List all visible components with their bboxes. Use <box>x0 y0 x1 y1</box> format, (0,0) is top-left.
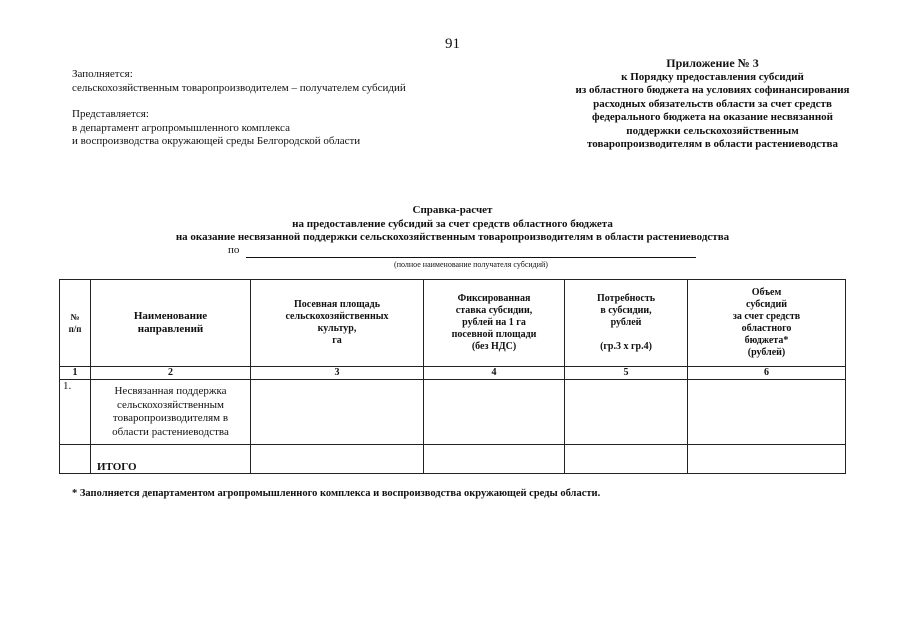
row-number: 1. <box>60 380 91 445</box>
recipient-name-field[interactable] <box>246 257 696 258</box>
annex-line: расходных обязательств области за счет средств <box>593 97 832 110</box>
submitted-label: Представляется: <box>72 108 149 120</box>
column-number: 4 <box>424 367 565 380</box>
title-line-3: на оказание несвязанной поддержки сельскохозяйственным товаропроизводителям в области растениеводства <box>175 231 730 243</box>
table-header-row <box>60 280 846 367</box>
total-fixed-rate-cell[interactable] <box>424 445 565 474</box>
annex-line: к Порядку предоставления субсидий <box>621 70 804 83</box>
annex-line: товаропроизводителям в области растениеводства <box>586 138 838 150</box>
row-direction-name: Несвязанная поддержка сельскохозяйственным товаропроизводителям в области растениеводства <box>91 380 251 445</box>
column-number: 3 <box>251 367 424 380</box>
annex-block <box>520 57 905 152</box>
total-subsidy-need-cell[interactable] <box>565 445 688 474</box>
header-col-6: Объем субсидий за счет средств областного бюджета* (рублей) <box>688 280 846 367</box>
title-line-2: на предоставление субсидий за счет средств областного бюджета <box>292 217 613 230</box>
total-label: ИТОГО <box>91 445 251 474</box>
row-number <box>60 445 91 474</box>
header-col-3: Посевная площадь сельскохозяйственных культур, га <box>251 280 424 367</box>
filled-value: сельскохозяйственным товаропроизводителем – получателем субсидий <box>72 81 406 94</box>
total-subsidy-volume-cell[interactable] <box>688 445 846 474</box>
subsidy-need-cell[interactable] <box>565 380 688 445</box>
column-number: 1 <box>60 367 91 380</box>
calculation-table <box>59 279 846 474</box>
header-col-1: № п/п <box>60 280 91 367</box>
recipient-po-label: по <box>228 244 240 256</box>
footnote: * Заполняется департаментом агропромышленного комплекса и воспроизводства окружающей среды области. <box>72 488 601 499</box>
column-number: 5 <box>565 367 688 380</box>
annex-title: Приложение № 3 <box>666 56 759 70</box>
column-number: 2 <box>91 367 251 380</box>
document-title <box>0 204 905 245</box>
column-number-row <box>60 367 846 380</box>
sown-area-cell[interactable] <box>251 380 424 445</box>
total-sown-area-cell[interactable] <box>251 445 424 474</box>
column-number: 6 <box>688 367 846 380</box>
table-row <box>60 380 846 445</box>
subsidy-volume-cell[interactable] <box>688 380 846 445</box>
filled-label: Заполняется: <box>72 68 133 80</box>
recipient-note: (полное наименование получателя субсидий) <box>394 260 548 269</box>
annex-line: федерального бюджета на оказание несвязанной <box>591 111 834 123</box>
submitted-line-1: в департамент агропромышленного комплекса <box>72 121 290 134</box>
header-col-2: Наименование направлений <box>91 280 251 367</box>
header-col-4: Фиксированная ставка субсидии, рублей на 1 га посевной площади (без НДС) <box>424 280 565 367</box>
page-number: 91 <box>445 36 460 52</box>
annex-line: из областного бюджета на условиях софинансирования <box>575 84 850 96</box>
table-total-row <box>60 445 846 474</box>
header-col-5: Потребность в субсидии, рублей (гр.3 х гр.4) <box>565 280 688 367</box>
fixed-rate-cell[interactable] <box>424 380 565 445</box>
title-line-1: Справка-расчет <box>412 204 493 216</box>
annex-line: поддержки сельскохозяйственным <box>626 124 799 137</box>
filler-info-block <box>72 68 406 149</box>
submitted-line-2: и воспроизводства окружающей среды Белгородской области <box>72 135 361 147</box>
